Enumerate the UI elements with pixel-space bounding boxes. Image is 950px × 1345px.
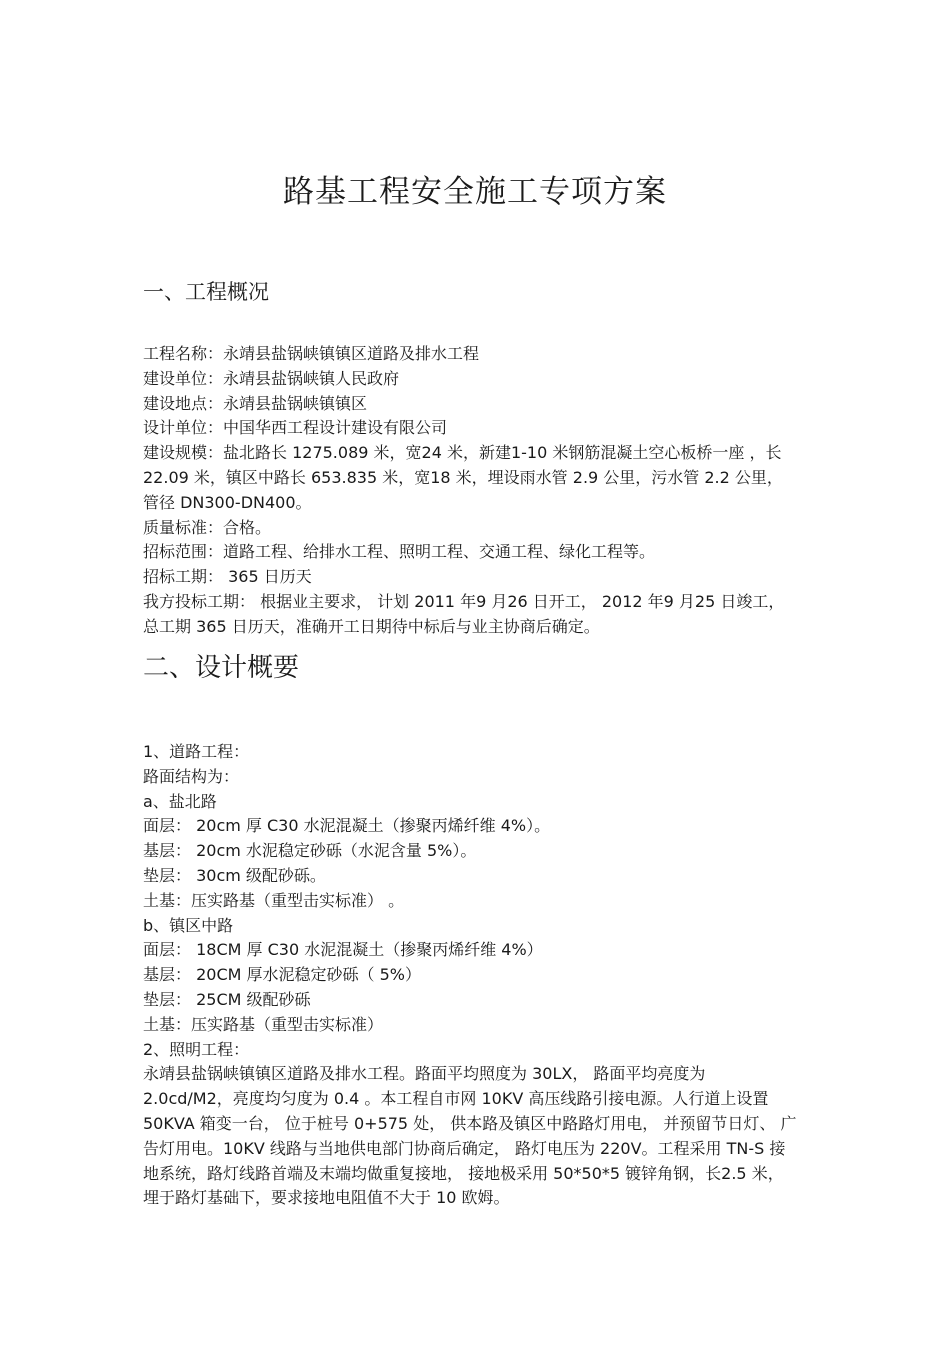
design-line: 1、道路工程： [143, 742, 250, 761]
overview-line: 管径 DN300-DN400。 [143, 492, 312, 512]
design-line: 永靖县盐锅峡镇镇区道路及排水工程。路面平均照度为 30LX， 路面平均亮度为 [143, 1064, 706, 1084]
overview-line: 设计单位：中国华西工程设计建设有限公司 [143, 418, 448, 438]
design-line: 垫层： 25CM 级配砂砾 [143, 989, 311, 1009]
section-heading-design: 二、设计概要 [143, 653, 300, 683]
design-line: a、盐北路 [143, 791, 217, 811]
overview-line: 工程名称：永靖县盐锅峡镇镇区道路及排水工程 [143, 344, 480, 363]
overview-line: 建设规模：盐北路长 1275.089 米，宽24 米，新建1-10 米钢筋混凝土空心板桥一座 ，长 [143, 443, 782, 463]
overview-line: 22.09 米，镇区中路长 653.835 米，宽18 米，埋设雨水管 2.9 公里，污水管 2.2 公里， [143, 467, 783, 487]
design-line: 2.0cd/M2，亮度均匀度为 0.4 。本工程自市网 10KV 高压线路引接电源。人行道上设置 [143, 1089, 769, 1109]
overview-line: 质量标准：合格。 [143, 517, 272, 537]
design-line: 路面结构为： [143, 766, 240, 786]
design-line: 土基：压实路基（重型击实标准） [143, 1014, 384, 1034]
overview-body [143, 342, 855, 640]
design-line: 面层： 20cm 厚 C30 水泥混凝土（掺聚丙烯纤维 4%）。 [143, 816, 551, 836]
overview-line: 招标工期： 365 日历天 [143, 567, 312, 587]
design-line: 地系统，路灯线路首端及末端均做重复接地， 接地极采用 50*50*5 镀锌角钢，长2.5 米， [143, 1163, 784, 1183]
design-line: b、镇区中路 [143, 915, 234, 935]
overview-line: 建设地点：永靖县盐锅峡镇镇区 [143, 393, 368, 413]
overview-line: 建设单位：永靖县盐锅峡镇人民政府 [143, 368, 400, 388]
design-line: 垫层： 30cm 级配砂砾。 [143, 865, 326, 885]
design-line: 面层： 18CM 厚 C30 水泥混凝土（掺聚丙烯纤维 4%） [143, 940, 543, 960]
overview-line: 招标范围：道路工程、给排水工程、照明工程、交通工程、绿化工程等。 [143, 542, 656, 562]
overview-line: 总工期 365 日历天，准确开工日期待中标后与业主协商后确定。 [143, 616, 600, 636]
section-heading-overview: 一、工程概况 [143, 280, 269, 304]
document-title: 路基工程安全施工专项方案 [283, 174, 667, 210]
design-line: 基层： 20CM 厚水泥稳定砂砾（ 5%） [143, 965, 421, 985]
design-line: 告灯用电。10KV 线路与当地供电部门协商后确定， 路灯电压为 220V。工程采用 TN-S 接 [143, 1138, 786, 1158]
design-line: 埋于路灯基础下，要求接地电阻值不大于 10 欧姆。 [143, 1188, 510, 1208]
design-body [143, 740, 855, 1211]
design-line: 50KVA 箱变一台， 位于桩号 0+575 处， 供本路及镇区中路路灯用电， 并预留节日灯、 广 [143, 1113, 797, 1133]
design-line: 土基：压实路基（重型击实标准） 。 [143, 890, 405, 910]
overview-line: 我方投标工期： 根据业主要求， 计划 2011 年9 月26 日开工， 2012 年9 月25 日竣工， [143, 591, 785, 611]
design-line: 2、照明工程： [143, 1039, 250, 1059]
design-line: 基层： 20cm 水泥稳定砂砾（水泥含量 5%）。 [143, 841, 477, 861]
